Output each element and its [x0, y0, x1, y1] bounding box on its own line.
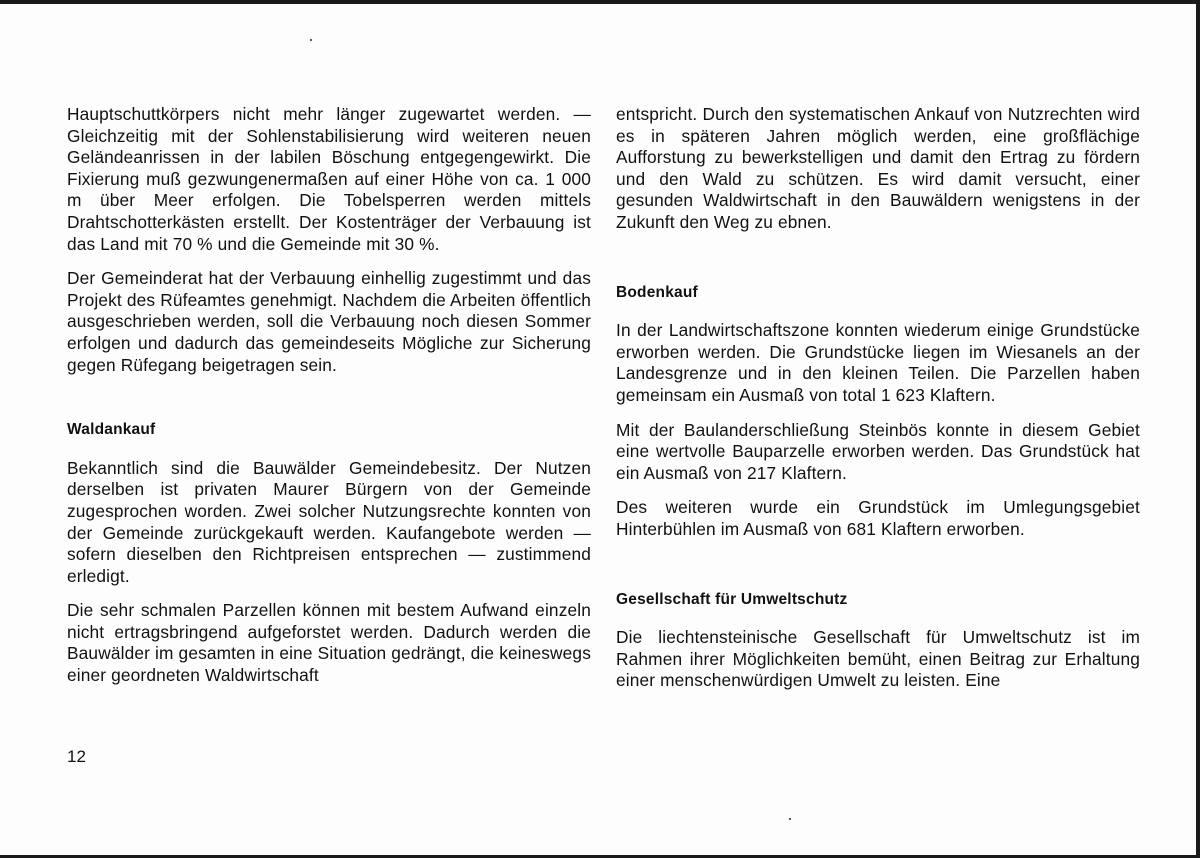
paragraph: entspricht. Durch den systematischen Ankauf von Nutzrechten wird es in späteren Jahren möglich werden, eine großflächige Aufforstung zu bewerkstelligen und damit den Ertrag zu fördern und den Wald zu schützen. Es wird damit versucht, einer gesunden Waldwirtschaft in den Bauwäldern wenigstens in der Zukunft den Weg zu ebnen.	[616, 104, 1140, 232]
left-column	[67, 104, 591, 700]
paragraph: Der Gemeinderat hat der Verbauung einhellig zugestimmt und das Projekt des Rüfeamtes genehmigt. Nachdem die Arbeiten öffentlich ausgeschrieben werden, soll die Verbauung noch diesen Sommer erfolgen und dadurch das gemeindeseits Mögliche zur Sicherung gegen Rüfegang beigetragen sein.	[67, 268, 591, 375]
paragraph: In der Landwirtschaftszone konnten wiederum einige Grundstücke erworben werden. Die Grundstücke liegen im Wiesanels an der Landesgrenze und in den kleinen Teilen. Die Parzellen haben gemeinsam ein Ausmaß von total 1 623 Klaftern.	[616, 320, 1140, 405]
section-heading-waldankauf: Waldankauf	[67, 421, 156, 439]
paragraph: Mit der Baulanderschließung Steinbös konnte in diesem Gebiet eine wertvolle Bauparzelle erworben werden. Das Grundstück hat ein Ausmaß von 217 Klaftern.	[616, 419, 1140, 483]
paragraph: Des weiteren wurde ein Grundstück im Umlegungsgebiet Hinterbühlen im Ausmaß von 681 Klaftern erworben.	[616, 497, 1140, 539]
scan-speck	[789, 818, 791, 820]
section-heading-gesellschaft: Gesellschaft für Umweltschutz	[616, 590, 848, 608]
page-border-top	[0, 0, 1200, 4]
scan-speck	[310, 39, 312, 41]
page-number: 12	[67, 747, 86, 766]
paragraph: Hauptschuttkörpers nicht mehr länger zugewartet werden. — Gleichzeitig mit der Sohlenstabilisierung wird weiteren neuen Geländeanrissen in der labilen Böschung entgegengewirkt. Die Fixierung muß gezwungenermaßen auf einer Höhe von ca. 1 000 m über Meer erfolgen. Die Tobelsperren werden mittels Drahtschotterkästen erstellt. Der Kostenträger der Verbauung ist das Land mit 70 % und die Gemeinde mit 30 %.	[67, 104, 591, 254]
paragraph: Bekanntlich sind die Bauwälder Gemeindebesitz. Der Nutzen derselben ist privaten Maurer Bürgern von der Gemeinde zugesprochen worden. Zwei solcher Nutzungsrechte konnten von der Gemeinde zurückgekauft werden. Kaufangebote werden — sofern dieselben den Richtpreisen entsprechen — zustimmend erledigt.	[67, 457, 591, 586]
page-border-right	[1196, 0, 1200, 858]
paragraph: Die sehr schmalen Parzellen können mit bestem Aufwand einzeln nicht ertragsbringend aufgeforstet werden. Dadurch werden die Bauwälder im gesamten in eine Situation gedrängt, die keineswegs einer geordneten Waldwirtschaft	[67, 600, 591, 686]
paragraph: Die liechtensteinische Gesellschaft für Umweltschutz ist im Rahmen ihrer Möglichkeiten bemüht, einen Beitrag zur Erhaltung einer menschenwürdigen Umwelt zu leisten. Eine	[616, 627, 1140, 691]
right-column	[616, 104, 1140, 705]
section-heading-bodenkauf: Bodenkauf	[616, 283, 698, 301]
